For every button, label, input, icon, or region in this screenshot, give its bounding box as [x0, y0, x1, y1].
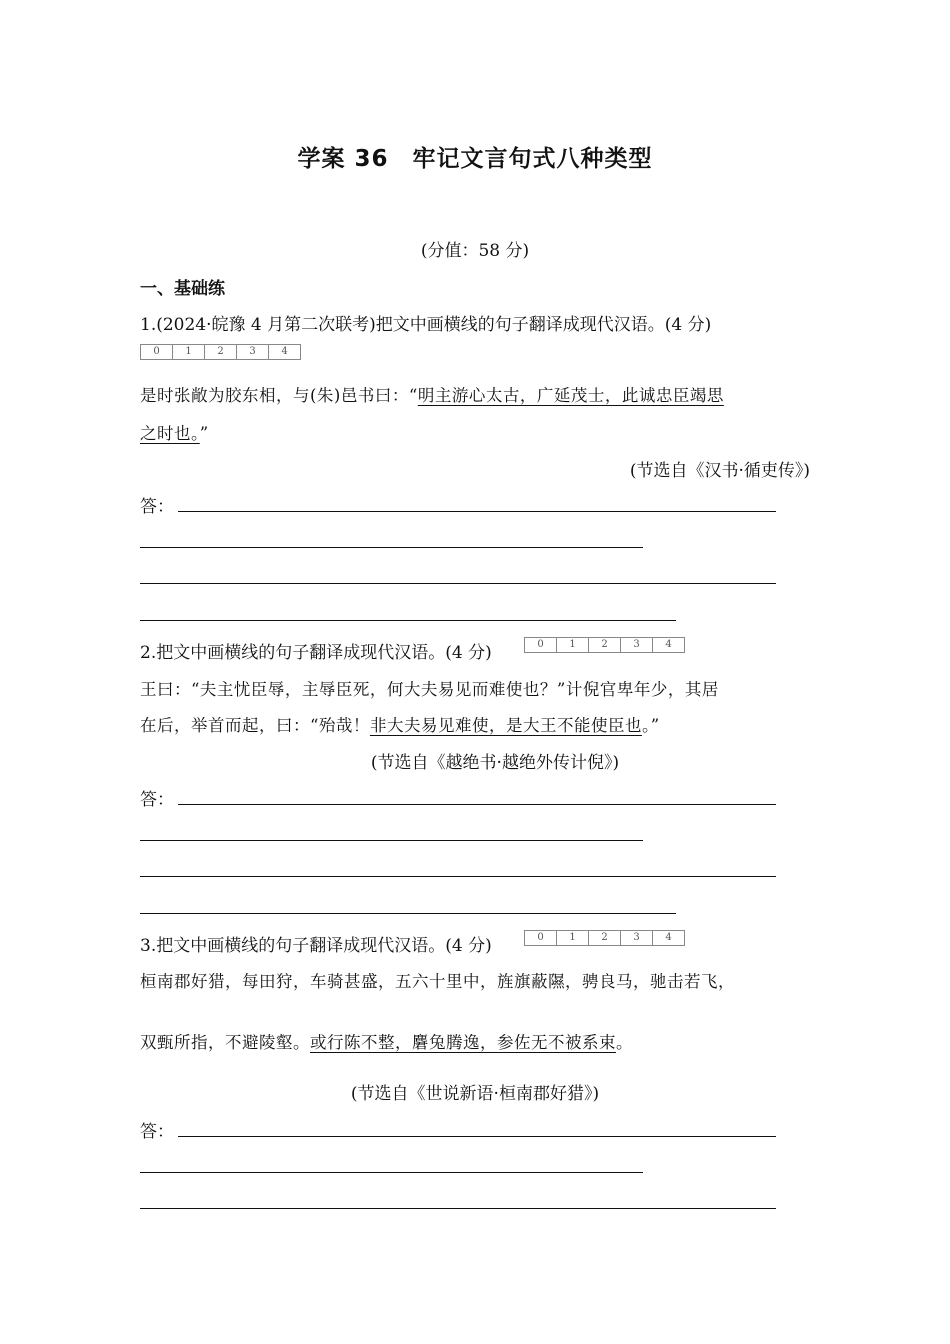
q1-grade-box[interactable] — [140, 344, 301, 360]
q3-answer-label: 答： — [140, 1122, 174, 1142]
grade-mark[interactable]: 2 — [589, 931, 621, 945]
q2-text-plain: 在后，举首而起，曰：“殆哉！ — [140, 716, 370, 735]
q1-answer-line[interactable] — [140, 583, 776, 584]
q3-source: (节选自《世说新语·桓南郡好猎》) — [350, 1084, 600, 1104]
score-info: (分值：58 分) — [420, 241, 530, 261]
q1-answer-line[interactable] — [140, 620, 676, 621]
q1-text-underlined: 明主游心太古，广延茂士，此诚忠臣竭思 — [417, 386, 724, 405]
q2-answer-line[interactable] — [140, 840, 643, 841]
q2-answer-line[interactable] — [178, 804, 776, 805]
q1-passage-line1 — [140, 382, 724, 406]
grade-mark[interactable]: 0 — [525, 931, 557, 945]
grade-mark[interactable]: 0 — [141, 345, 173, 359]
grade-mark[interactable]: 1 — [557, 931, 589, 945]
grade-mark[interactable]: 3 — [621, 638, 653, 652]
grade-mark[interactable]: 4 — [665, 932, 672, 943]
q2-answer-label: 答： — [140, 790, 174, 810]
q3-passage-line1: 桓南郡好猎，每田狩，车骑甚盛，五六十里中，旌旗蔽隰，骋良马，驰击若飞， — [140, 972, 735, 991]
q2-text-plain: 。” — [641, 716, 660, 735]
q2-passage-line1: 王曰：“夫主忧臣辱，主辱臣死，何大夫易见而难使也？”计倪官卑年少，其居 — [140, 680, 719, 699]
grade-mark[interactable]: 0 — [525, 638, 557, 652]
q1-passage-line2 — [140, 420, 209, 444]
q2-source: (节选自《越绝书·越绝外传计倪》) — [370, 753, 620, 773]
q2-text-underlined: 非大夫易见难使，是大王不能使臣也 — [369, 716, 642, 735]
q2-passage-line2 — [140, 712, 660, 736]
grade-mark[interactable]: 3 — [237, 345, 269, 359]
page-title: 学案 36 牢记文言句式八种类型 — [297, 146, 653, 172]
grade-mark[interactable]: 1 — [173, 345, 205, 359]
q3-text-plain: 。 — [616, 1033, 633, 1052]
grade-mark[interactable]: 1 — [557, 638, 589, 652]
section-heading: 一、基础练 — [140, 279, 225, 299]
q3-passage-line2 — [140, 1029, 633, 1053]
q3-answer-line[interactable] — [140, 1172, 643, 1173]
grade-mark[interactable]: 4 — [281, 346, 288, 357]
q2-prompt: 2.把文中画横线的句子翻译成现代汉语。(4 分) — [140, 643, 492, 663]
q1-text-plain: ” — [199, 424, 209, 443]
q1-text-plain: 是时张敞为胶东相，与(朱)邑书曰：“ — [140, 386, 418, 405]
q3-answer-line[interactable] — [178, 1136, 776, 1137]
q3-prompt: 3.把文中画横线的句子翻译成现代汉语。(4 分) — [140, 936, 492, 956]
q3-grade-box[interactable] — [524, 930, 685, 946]
q2-answer-line[interactable] — [140, 913, 676, 914]
q1-answer-label: 答： — [140, 497, 174, 517]
q3-text-underlined: 或行陈不整，麏兔腾逸，参佐无不被系束 — [310, 1033, 616, 1052]
q1-prompt: 1.(2024·皖豫 4 月第二次联考)把文中画横线的句子翻译成现代汉语。(4 分) — [140, 315, 712, 335]
q1-answer-line[interactable] — [140, 547, 643, 548]
q1-source: (节选自《汉书·循吏传》) — [629, 461, 810, 481]
q2-grade-box[interactable] — [524, 637, 685, 653]
grade-mark[interactable]: 2 — [589, 638, 621, 652]
q2-answer-line[interactable] — [140, 876, 776, 877]
q3-answer-line[interactable] — [140, 1208, 776, 1209]
q3-text-plain: 双甄所指，不避陵壑。 — [140, 1033, 310, 1052]
grade-mark[interactable]: 3 — [621, 931, 653, 945]
q1-answer-line[interactable] — [178, 511, 776, 512]
grade-mark[interactable]: 2 — [205, 345, 237, 359]
q1-text-underlined: 之时也。 — [140, 424, 200, 443]
grade-mark[interactable]: 4 — [665, 639, 672, 650]
